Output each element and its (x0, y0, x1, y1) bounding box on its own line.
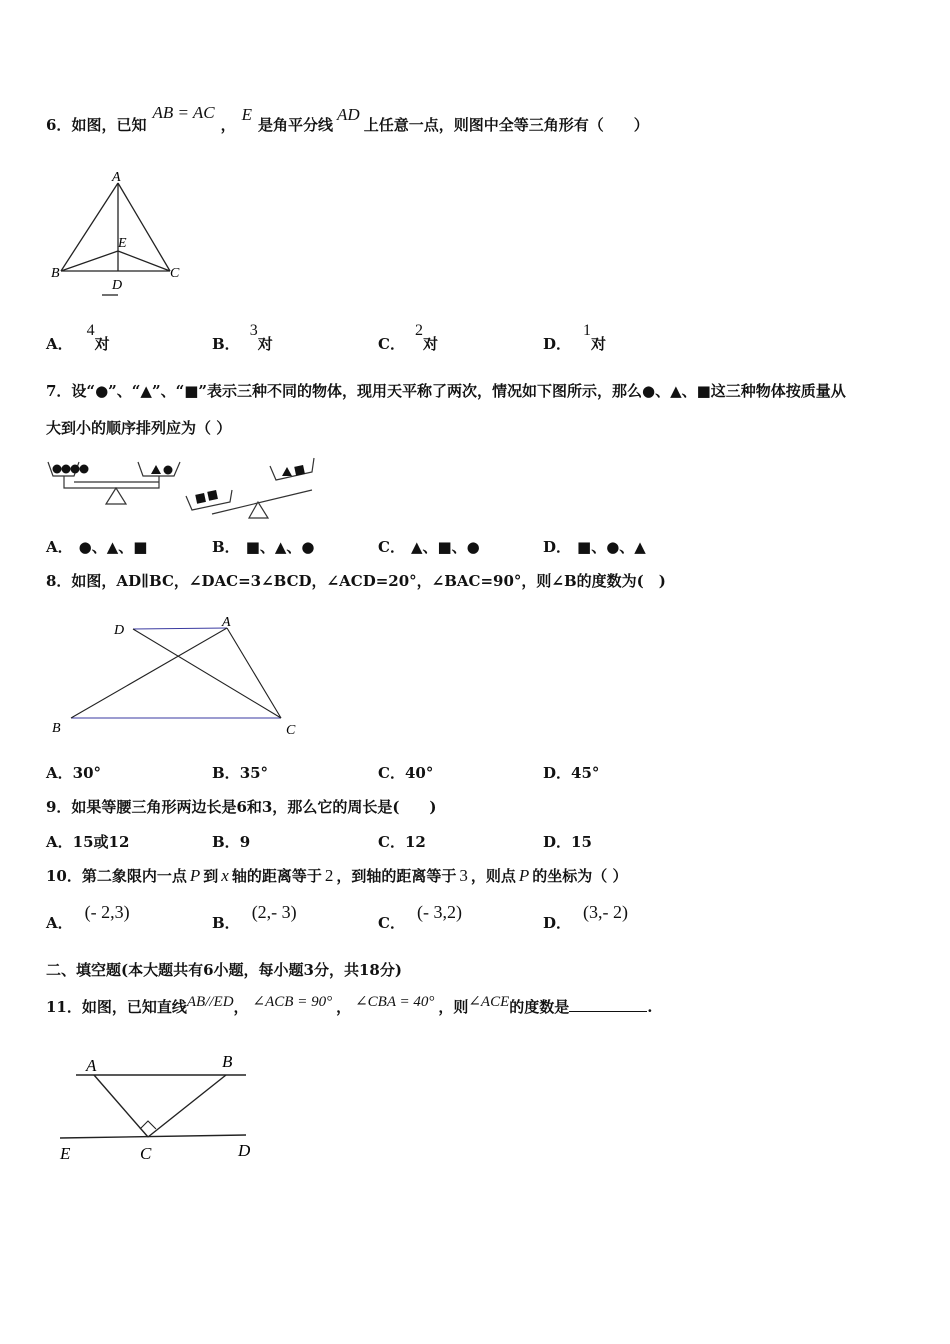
label-d: D (238, 1141, 251, 1160)
segment-ac (227, 628, 281, 718)
segment-be (61, 251, 118, 271)
figure-q8-trapezoid (46, 608, 306, 743)
q8-option-a[interactable]: A．30° (46, 764, 102, 782)
label-b: B (222, 1052, 233, 1071)
question-7-stem-line1: 7．设“●”、“▲”、“■”表示三种不同的物体，现用天平称了两次，情况如下图所示，那么●、▲、■这三种物体按质量从 (46, 382, 846, 400)
question-10-stem: 10．第二象限内一点 P 到 x 轴的距离等于 2 ，到轴的距离等于 3 ，则点 P 的坐标为（ ） (46, 866, 628, 885)
question-6-number: 6． (46, 116, 72, 134)
balance-1-items (53, 465, 173, 475)
right-angle-mark (140, 1121, 156, 1129)
segment-bc (148, 1075, 226, 1137)
question-8-stem: 8．如图，AD∥BC，∠DAC=3∠BCD，∠ACD=20°，∠BAC=90°，则∠B的度数为( ) (46, 572, 666, 590)
label-b: B (52, 721, 61, 736)
balance-2-items (195, 465, 305, 504)
q7-option-c[interactable]: C． ▲、■、● (378, 538, 480, 556)
label-c: C (286, 723, 296, 738)
segment-ac (94, 1075, 148, 1137)
question-7-stem-line2: 大到小的顺序排列应为（ ） (46, 419, 232, 437)
q9-option-c[interactable]: C．12 (378, 833, 426, 851)
line-ed (60, 1135, 246, 1138)
label-d: D (112, 278, 123, 293)
label-e: E (60, 1144, 71, 1163)
label-a: A (86, 1056, 97, 1075)
question-11-stem: 11．如图，已知直线AB//ED， ∠ACB = 90° ， ∠CBA = 40° ，则∠ACE的度数是 . (46, 994, 653, 1016)
q10-option-d[interactable]: D．(3,- 2) (543, 902, 628, 932)
q7-option-d[interactable]: D． ■、●、▲ (543, 538, 646, 556)
q6-option-a[interactable]: A．4对 (46, 322, 110, 353)
q7-option-b[interactable]: B． ■、▲、● (212, 538, 315, 556)
question-9-stem: 9．如果等腰三角形两边长是6和3，那么它的周长是( ) (46, 798, 437, 816)
label-e: E (118, 236, 127, 251)
segment-ce (118, 251, 170, 271)
segment-dc (133, 629, 281, 718)
q10-option-b[interactable]: B．(2,- 3) (212, 902, 297, 932)
q9-option-d[interactable]: D．15 (543, 833, 592, 851)
segment-ad: AD (337, 105, 360, 124)
q10-option-a[interactable]: A．(- 2,3) (46, 902, 130, 932)
label-a: A (222, 615, 231, 630)
q6-option-d[interactable]: D．1对 (543, 322, 607, 353)
segment-ac (118, 183, 170, 271)
q6-option-c[interactable]: C．2对 (378, 322, 438, 353)
label-d: D (114, 623, 125, 638)
figure-q7-balances (44, 452, 334, 524)
answer-blank[interactable] (569, 997, 647, 1012)
label-c: C (170, 266, 180, 281)
q10-option-c[interactable]: C．(- 3,2) (378, 902, 462, 932)
question-6-stem: 6．如图，已知AB = AC，E是角平分线AD上任意一点，则图中全等三角形有（ ） (46, 103, 649, 134)
q6-option-b[interactable]: B．3对 (212, 322, 273, 353)
q8-option-c[interactable]: C．40° (378, 764, 434, 782)
segment-da (133, 628, 227, 629)
segment-ab (61, 183, 118, 271)
point-e: E (241, 105, 253, 124)
label-c: C (140, 1144, 152, 1163)
figure-q11-parallel-lines (56, 1045, 271, 1170)
q9-option-b[interactable]: B．9 (212, 833, 251, 851)
section-2-heading: 二、填空题(本大题共有6小题，每小题3分，共18分) (46, 961, 402, 979)
q9-option-a[interactable]: A．15或12 (46, 833, 130, 851)
segment-ba (71, 628, 227, 718)
q8-option-b[interactable]: B．35° (212, 764, 269, 782)
figure-q6-triangle (48, 165, 193, 300)
label-a: A (112, 170, 121, 185)
q8-option-d[interactable]: D．45° (543, 764, 600, 782)
formula-ab-eq-ac: AB = AC (152, 103, 215, 122)
label-b: B (51, 266, 60, 281)
q7-option-a[interactable]: A． ●、▲、■ (46, 538, 148, 556)
